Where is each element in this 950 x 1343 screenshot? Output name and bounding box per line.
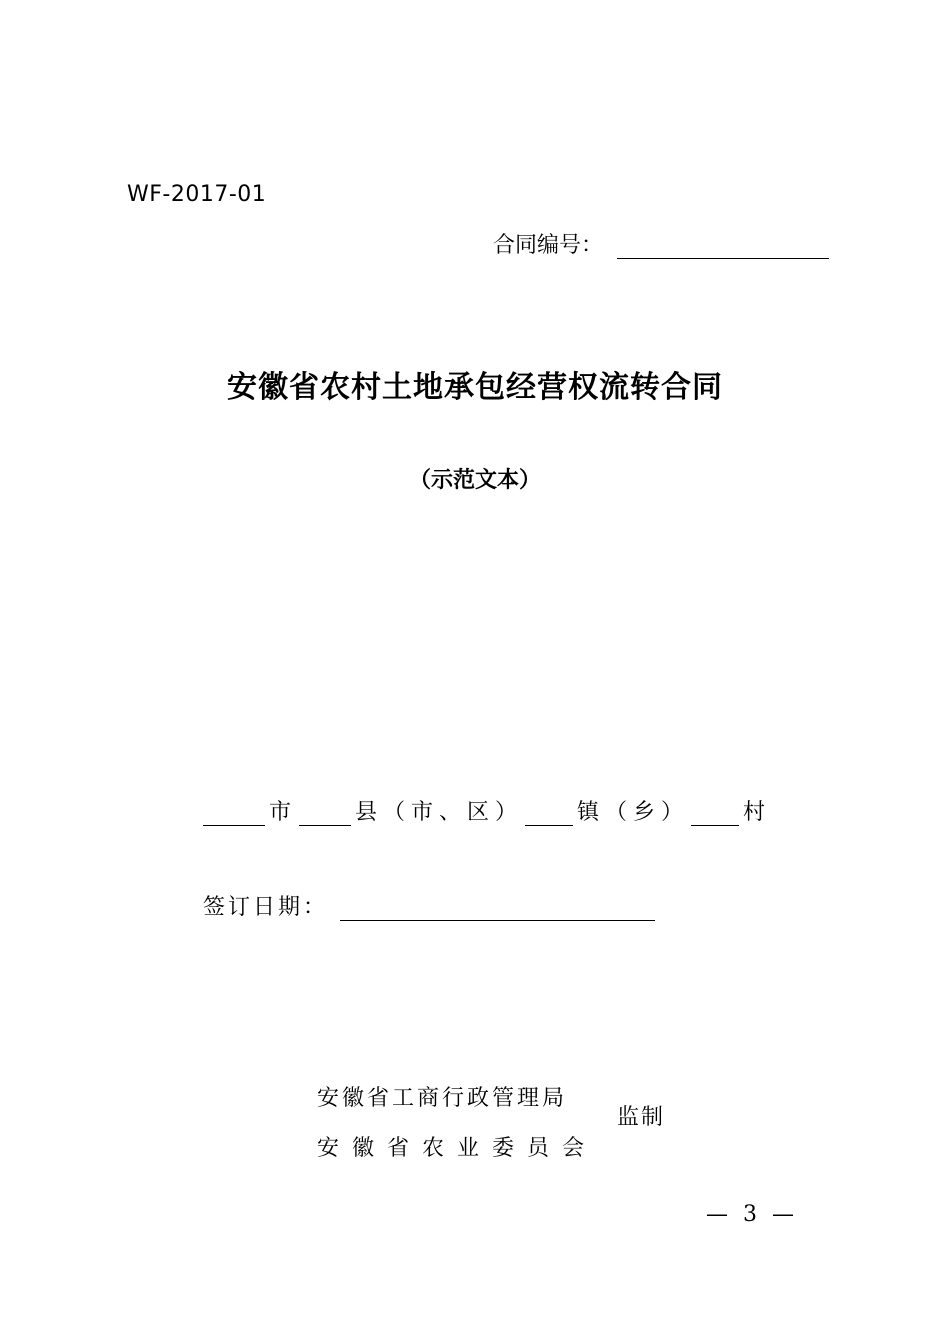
authority-industry-commerce: 安徽省工商行政管理局 (317, 1086, 568, 1111)
contract-number-blank (617, 230, 829, 259)
sign-date-label: 签订日期： (203, 895, 329, 920)
county-label: 县（市、区） (355, 800, 524, 825)
contract-number-row (493, 228, 829, 259)
village-label: 村 (743, 800, 772, 825)
village-blank (691, 799, 739, 826)
form-code: WF-2017-01 (127, 182, 267, 207)
issuing-authorities (317, 1074, 597, 1174)
town-label: 镇（乡） (577, 800, 690, 825)
document-title: 安徽省农村土地承包经营权流转合同 (227, 370, 723, 405)
location-row (203, 795, 773, 826)
authority-agriculture: 安徽省农业委员会 (317, 1136, 598, 1161)
county-blank (299, 799, 351, 826)
city-label: 市 (269, 800, 298, 825)
town-blank (525, 799, 573, 826)
supervise-label: 监制 (617, 1105, 666, 1130)
city-blank (203, 799, 265, 826)
contract-number-label: 合同编号： (493, 233, 604, 258)
sign-date-blank (340, 892, 655, 921)
sign-date-row (203, 890, 655, 921)
page-number: — 3 — (706, 1202, 798, 1227)
document-subtitle: （示范文本） (408, 467, 541, 493)
